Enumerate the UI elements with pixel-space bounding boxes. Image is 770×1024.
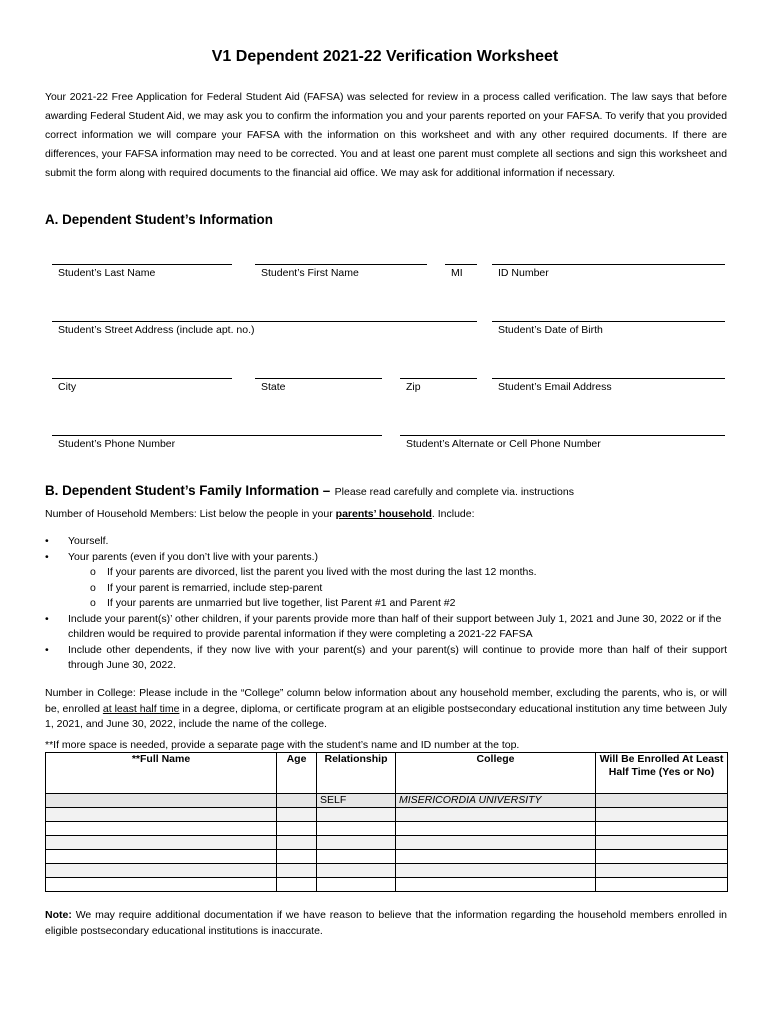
col-age: Age xyxy=(277,753,317,794)
id-number-field[interactable] xyxy=(492,264,725,288)
table-row xyxy=(46,836,728,850)
table-cell[interactable] xyxy=(277,864,317,878)
note-text: We may require additional documentation if we have reason to believe that the information regarding the household members enrolled in eligible postsecondary educational institutions is inaccurate. xyxy=(45,909,727,937)
table-cell[interactable] xyxy=(277,850,317,864)
list-item: • Include your parent(s)’ other children, if your parents provide more than half of their support between July 1, 2021 and June 30, 2022 or if the children would be required to provide parental information if they were completing a 2021-22 FAFSA xyxy=(45,612,722,640)
state-field[interactable] xyxy=(255,378,382,402)
city-label: City xyxy=(58,381,77,393)
zip-field[interactable] xyxy=(400,378,477,402)
table-row xyxy=(46,864,728,878)
household-intro xyxy=(45,508,475,520)
alt-phone-label: Student’s Alternate or Cell Phone Number xyxy=(406,438,601,450)
table-cell[interactable] xyxy=(596,822,728,836)
table-cell[interactable] xyxy=(317,864,396,878)
email-label: Student’s Email Address xyxy=(498,381,612,393)
table-cell[interactable] xyxy=(396,878,596,892)
phone-label: Student’s Phone Number xyxy=(58,438,176,450)
list-item: • Include other dependents, if they now live with your parent(s) and your parent(s) will continue to provide more than half of their support through June 30, 2022. xyxy=(45,643,727,671)
household-bullets xyxy=(45,534,727,674)
table-row xyxy=(46,822,728,836)
household-table xyxy=(45,752,728,892)
list-item: • Yourself. xyxy=(45,535,109,547)
table-cell[interactable] xyxy=(596,836,728,850)
last-name-field[interactable] xyxy=(52,264,232,288)
household-intro-end: . Include: xyxy=(431,508,475,520)
table-cell[interactable] xyxy=(317,878,396,892)
table-cell[interactable] xyxy=(46,836,277,850)
table-row xyxy=(46,878,728,892)
college-text-1: Number in College: Please include in the “College” column below information about any household member, excluding the parents, who is, or will be, enrolled xyxy=(45,687,727,715)
college-text-underlined: at least half time xyxy=(102,702,180,715)
date-of-birth-field[interactable] xyxy=(492,321,725,345)
date-of-birth-label: Student’s Date of Birth xyxy=(498,324,603,336)
city-field[interactable] xyxy=(52,378,232,402)
table-cell[interactable] xyxy=(396,864,596,878)
table-cell[interactable] xyxy=(277,836,317,850)
state-label: State xyxy=(261,381,286,393)
table-row xyxy=(46,850,728,864)
table-cell[interactable] xyxy=(277,822,317,836)
table-cell[interactable] xyxy=(596,808,728,822)
col-enrolled: Will Be Enrolled At Least Half Time (Yes or No) xyxy=(596,753,728,794)
intro-paragraph: Your 2021-22 Free Application for Federal Student Aid (FAFSA) was selected for review in a process called verification. The law says that before awarding Federal Student Aid, we may ask you to confirm the information you and your parents reported on your FAFSA. To verify that you provided correct information we will compare your FAFSA with the information on this worksheet and with any other required documents. If there are differences, your FAFSA information may need to be corrected. You and at least one parent must complete all sections and sign this worksheet and submit the form along with required documents to the financial aid office. We may ask for additional information if necessary. xyxy=(45,92,727,179)
table-cell[interactable] xyxy=(317,808,396,822)
household-intro-bold: parents’ household xyxy=(335,508,432,520)
first-name-field[interactable] xyxy=(255,264,427,288)
table-cell[interactable] xyxy=(596,794,728,808)
table-header-row xyxy=(46,753,728,794)
section-b-subheading: Please read carefully and complete via. instructions xyxy=(334,486,574,498)
email-field[interactable] xyxy=(492,378,725,402)
table-cell[interactable] xyxy=(277,878,317,892)
table-cell[interactable] xyxy=(396,850,596,864)
table-cell[interactable] xyxy=(46,794,277,808)
table-cell[interactable] xyxy=(277,808,317,822)
table-row xyxy=(46,808,728,822)
mi-field[interactable] xyxy=(445,264,477,288)
table-cell[interactable] xyxy=(396,808,596,822)
section-b-heading: B. Dependent Student’s Family Information – xyxy=(45,483,331,498)
table-cell[interactable] xyxy=(46,808,277,822)
college-text-2: in a degree, diploma, or certificate program at an eligible postsecondary educational institution any time between July 1, 2021, and June 30, 2022, include the name of the college. xyxy=(45,702,727,730)
section-a-heading: A. Dependent Student’s Information xyxy=(45,212,273,227)
table-cell[interactable] xyxy=(396,822,596,836)
page-title: V1 Dependent 2021-22 Verification Worksheet xyxy=(211,48,559,65)
col-relationship: Relationship xyxy=(317,753,396,794)
phone-field[interactable] xyxy=(52,435,382,459)
table-cell[interactable] xyxy=(317,836,396,850)
id-number-label: ID Number xyxy=(498,267,549,279)
table-cell[interactable] xyxy=(596,850,728,864)
col-college: College xyxy=(396,753,596,794)
number-in-college-paragraph xyxy=(45,686,727,733)
last-name-label: Student’s Last Name xyxy=(58,267,156,279)
first-name-label: Student’s First Name xyxy=(261,267,359,279)
zip-label: Zip xyxy=(406,381,421,393)
street-address-label: Student’s Street Address (include apt. no.) xyxy=(58,324,255,336)
mi-label: MI xyxy=(451,267,463,279)
table-cell[interactable] xyxy=(46,850,277,864)
table-cell[interactable] xyxy=(317,822,396,836)
list-item: o If your parents are divorced, list the parent you lived with the most during the last 12 months. xyxy=(90,566,537,578)
more-space-note: **If more space is needed, provide a separate page with the student’s name and ID number at the top. xyxy=(45,739,520,751)
list-item: o If your parents are unmarried but live together, list Parent #1 and Parent #2 xyxy=(90,597,456,609)
table-cell[interactable] xyxy=(277,794,317,808)
table-cell[interactable] xyxy=(396,836,596,850)
table-cell[interactable] xyxy=(46,864,277,878)
section-b-header xyxy=(45,482,574,500)
table-cell[interactable] xyxy=(46,878,277,892)
table-cell[interactable] xyxy=(596,878,728,892)
alt-phone-field[interactable] xyxy=(400,435,725,459)
table-cell[interactable]: MISERICORDIA UNIVERSITY xyxy=(396,794,596,808)
table-cell[interactable] xyxy=(317,850,396,864)
household-intro-text: Number of Household Members: List below the people in your xyxy=(45,508,336,520)
note-label: Note: xyxy=(45,909,72,921)
table-row xyxy=(46,794,728,808)
note-paragraph xyxy=(45,908,727,939)
street-address-field[interactable] xyxy=(52,321,477,345)
list-item: • Your parents (even if you don’t live with your parents.) o If your parents are divorced, list the parent you lived with the most during the last 12 months. o If your parent is remarried, include step-parent o If your parents are unmarried but live together, list Parent #1 and Parent #2 xyxy=(45,550,727,612)
table-cell[interactable]: SELF xyxy=(317,794,396,808)
table-cell[interactable] xyxy=(596,864,728,878)
list-item: o If your parent is remarried, include step-parent xyxy=(90,581,323,594)
col-full-name: **Full Name xyxy=(46,753,277,794)
table-cell[interactable] xyxy=(46,822,277,836)
